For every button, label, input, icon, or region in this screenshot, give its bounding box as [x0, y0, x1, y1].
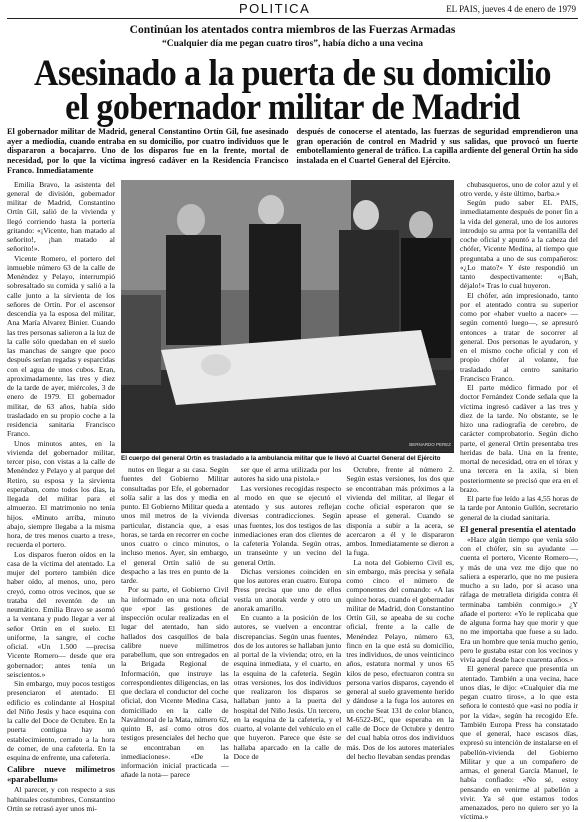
- photo-credit: BERNARDO PEREZ: [409, 442, 451, 448]
- subhead: El general presentía el atentado: [460, 523, 576, 534]
- paragraph: Unos minutos antes, en la vivienda del gobernador militar, tercer piso, con vistas a la calle de Menéndez y Pelayo y al parque del Retiro, su esposa y la sirvienta esperaban, como todos los días, la llegada del militar para el almuerzo. El matrimonio no tenía hijos. «Minuto arriba, minuto abajo, siempre llegaba a la misma hora, de tres menos cuarto a tres», recuerda el portero.: [7, 438, 115, 550]
- paragraph: Vicente Romero, el portero del inmueble número 63 de la calle de Menéndez y Pelayo, interrumpió sobresaltado su comida y salió a la calle junto a la sirvienta de los señores de Ortín. Por el ascensor descendía ya la esposa del militar, Ana María Alvarez Binier. Cuando las tres personas salieron a la luz de la calle sólo quedaban en el suelo las manchas de sangre que poco después serían regadas y esparcidas con el agua de unos cubos. Eran, aproximadamente, las tres y diez de la tarde de ayer, miércoles, 3 de enero de 1979. El gobernador militar, de 63 años, había sido trasladado en su propio coche a la residencia sanitaria Francisco Franco.: [7, 253, 115, 439]
- headline-line-2: el gobernador militar de Madrid: [65, 86, 520, 127]
- paragraph: El chófer, aún impresionado, tanto por el atentado contra su superior como por «haber vuelto a nacer» —según comentó luego—, se apresuró entonces a tratar de socorrer al general. Dos personas le ayudaron, y en el mismo coche oficial y con el propio chófer al volante, fue trasladado al centro sanitario Francisco Franco.: [460, 290, 578, 383]
- paragraph: Sin embargo, muy pocos testigos presenciaron el atentado. El edificio es colindante al Hospital del Niño Jesús y hace esquina con la calle del Doce de Octubre. En la puerta contigua hay un establecimiento, cerrado a la hora de comer, de una cafetería. En la esquina de enfrente, una cafetería.: [7, 679, 115, 763]
- section-name: POLITICA: [239, 1, 311, 16]
- paragraph: Los disparos fueron oídos en la casa de la víctima del atentado. La mujer del portero también dice haber oído, al menos, uno, pero creyó, como otros vecinos, que se trataba del reventón de un neumático. Emilia Bravo se asomó a la ventana y pudo llegar a ver al señor Ortín en el suelo. El uniforme, la sangre, el coche oficial. «Un 1.500 —precisa Vicente Romero— desde que era gobernador; antes tenía un seiscientos.»: [7, 549, 115, 679]
- headline: [27, 52, 558, 127]
- paragraph: chubasqueros, uno de color azul y el otro verde, y éste último, barba.»: [460, 179, 578, 198]
- kicker: Continúan los atentados contra miembros de las Fuerzas Armadas: [129, 24, 456, 36]
- masthead-date: EL PAIS, jueves 4 de enero de 1979: [446, 4, 576, 14]
- middle-columns: [121, 465, 454, 780]
- subkicker: “Cualquier día me pegan cuatro tiros”, había dicho a una vecina: [161, 39, 424, 49]
- page-header: [7, 1, 578, 19]
- paragraph: El parte médico firmado por el doctor Fernández Conde señala que la víctima ingresó cadáver a las tres y diez de la tarde. No obstante, se le hizo una radiografía de cerebro, de carácter comprobatorio. Según dicho parte, el general Ortín presentaba tres heridas de bala. Una en la frente, mortal de necesidad, otra en el tórax y una tercera en la axila, si bien posteriormente se precisó que era en el brazo.: [460, 383, 578, 494]
- photo-caption: El cuerpo del general Ortín es trasladado a la ambulancia militar que le llevó al Cuartel General del Ejército: [121, 454, 441, 462]
- paragraph: Por su parte, el Gobierno Civil ha informado en una nota oficial que «por las gestiones de inspección ocular realizadas en el lugar del atentado, han sido hallados dos casquillos de bala calibre nueve milímetros parabellum, que son entregados en la Brigada Regional de Información, que instruye las correspondientes diligencias, en las que declara el conductor del coche oficial, don Vicente Medina Casa, domiciliado en la calle de Navalmoral de la Mata, número 62, quinto B, así como otros dos testigos presenciales del hecho que se encontraban en las inmediaciones». «De la información inicial practicada —añade la nota— parece: [121, 585, 229, 780]
- paragraph: nutos en llegar a su casa. Según fuentes del Gobierno Militar consultadas por Efe, el gobernador solía salir a las dos y media en punto. El Gobierno Militar queda a unos mil metros de la vivienda particular, distancia que, a esas horas, se tarda en recorrer en coche unos cuatro o cinco minutos, o incluso menos. Ayer, sin embargo, el general Ortín salió de su despacho a las tres en punto de la tarde.: [121, 465, 229, 586]
- middle-block: [121, 180, 455, 780]
- paragraph: «Hace algún tiempo que venía sólo con el chófer, sin su ayudante —cuenta el portero, Vicente Romero—, y más de una vez me dijo que no saliera a esperarlo, que no me pusiera mucho a su lado, por si acaso una ráfaga de metralleta dirigida contra él terminaba también conmigo.» ¿Y añade el portero: «Yo le replicaba que de alguna forma hay que morir y que no me importaba que fuese a su lado. Era un hombre que tenía mucho genio, pero le gustaba estar con los vecinos y vivía aquí desde hace cuarenta años.»: [460, 534, 578, 665]
- lead-right: después de conocerse el atentado, las fuerzas de seguridad emprendieron una gran operación de control en Madrid y sus salidas, que provocó un fuerte embotellamiento general de tráfico. La capilla ardiente del general Ortín ha sido instalada en el Cuartel General del Ejército.: [296, 127, 578, 166]
- news-photo: [121, 180, 454, 453]
- paragraph: Emilia Bravo, la asistenta del general de división, gobernador militar de Madrid, Constantino Ortín Gil, salió de la vivienda y llegó corriendo hasta la portería gritando: «¡Vicente, han matado al señorito!, ¡han matado al señorito!».: [7, 179, 115, 254]
- paragraph: Octubre, frente al número 2. Según estas versiones, los dos que se encontraban más próximos a la vivienda del militar, al llegar el coche oficial esperaron que se apease el general. Cuando se disponía a subir a la acera, se acercaron a él y le dispararon ambos. Inmediatamente se dieron a la fuga.: [346, 465, 455, 558]
- column-2: [121, 465, 229, 780]
- lead-paragraph: [7, 127, 578, 176]
- paragraph: Las versiones recogidas respecto al modo en que se ejecutó el atentado y sus autores reflejan diversas contradicciones. Según unas fuentes, los dos testigos de las inmediaciones eran dos clientes de la cafetería Yolanda. Según otras, un transeúnte y un vecino del general Ortín.: [233, 483, 342, 567]
- photo-illustration: [121, 180, 454, 452]
- paragraph: El parte fue leído a las 4,55 horas de la tarde por Antonio Gullón, secretario general de la ciudad sanitaria.: [460, 494, 578, 522]
- paragraph: ser que el arma utilizada por los autores ha sido una pistola.»: [233, 465, 342, 484]
- column-1: [7, 179, 115, 813]
- paragraph: Al parecer, y con respecto a sus habituales costumbres, Constantino Ortín se retrasó ayer unos mi-: [7, 785, 115, 813]
- paragraph: La nota del Gobierno Civil es, sin embargo, más precisa y señala como cinco el número de componentes del comando: «A las quince horas, cuando el gobernador militar de Madrid, don Constantino Ortín Gil, se apeaba de su coche oficial, frente a la calle de Menéndez Pelayo, número 63, fincn en la que está su domicilio, tres individuos, de unos veinticinco años, estatura normal y unos 65 kilos de peso, efectuaron contra su persona varios disparos, cayendo el general al suelo gravemente herido y dándose a la fuga los autores en un coche Seat 131 de color blanco, M-6522-BC, que esperaba en la calle de Doce de Octubre y dentro del cual había otros dos individuos más. Dos de los autores materiales del hecho llevaban sendas prendas: [346, 557, 455, 761]
- column-4: [346, 465, 454, 780]
- paragraph: Según pudo saber EL PAIS, inmediatamente después de poner fin a la vida del general, uno de los autores introdujo su arma por la ventanilla del coche oficial y apuntó a la cabeza del chófer, Vicente Medina, al tiempo que preguntaba a uno de sus compañeros: «¿Lo mato?» Y éste respondió un tanto despectivamente: «¡Bah, déjalo!» Tras lo cual huyeron.: [460, 198, 578, 291]
- headline-line-1: Asesinado a la puerta de su domicilio: [34, 52, 551, 93]
- column-3: [234, 465, 342, 780]
- article-body: [7, 179, 578, 822]
- paragraph: En cuanto a la posición de los autores, se vuelven a encontrar discrepancias. Según unas fuentes, dos de los autores se hallaban junto al portal de la vivienda; otro, en la esquina inmediata, y el cuarto, en la esquina de la cafetería. Según otras versiones, los dos individuos que realizaron los disparos se hallaban junto a la puerta del hospital del Niño Jesús. Un tercero, en la esquina de la cafetería, y el cuarto, al volante del vehículo en el que huyeron. Parece que éste se hallaba aparcado en la calle de Doce de: [233, 613, 342, 761]
- column-5: [460, 179, 578, 822]
- lead-left: El gobernador militar de Madrid, general Constantino Ortín Gil, fue asesinado ayer a mediodía, cuando entraba en su domicilio, por cuatro individuos que le dispararon a bocajarro. Uno de los disparos fue en la frente, mortal de necesidad, por lo que la víctima ingresó cadáver en la Residencia Francisco Franco. Inmediatamente: [7, 127, 289, 175]
- paragraph: El general parece que presentía un atentado. También a una vecina, hace unos días, le dijo: «Cualquier día me pegan cuatro tiros», a lo que esta señora le contestó que «así no podía ir por la vida», según ha recogido Efe. También Europa Press ha constatado que el general, hace escasos días, expresó su intención de instalarse en el pabellón-vivienda del Gobierno Militar y que a un compañero de armas, el general García Manuel, le había confiado: «No sé, estoy pensando en venirme al pabellón a vivir. Ya sé que estamos todos amenazados, pero no quiero ser yo la víctima.»: [460, 664, 578, 822]
- subhead: Calibre nueve milímetros «parabellum»: [7, 764, 115, 785]
- paragraph: Dichas versiones coinciden en que los autores eran cuatro. Europa Press precisa que uno de ellos vestía un anorak verde y otro un anorak amarillo.: [233, 566, 342, 613]
